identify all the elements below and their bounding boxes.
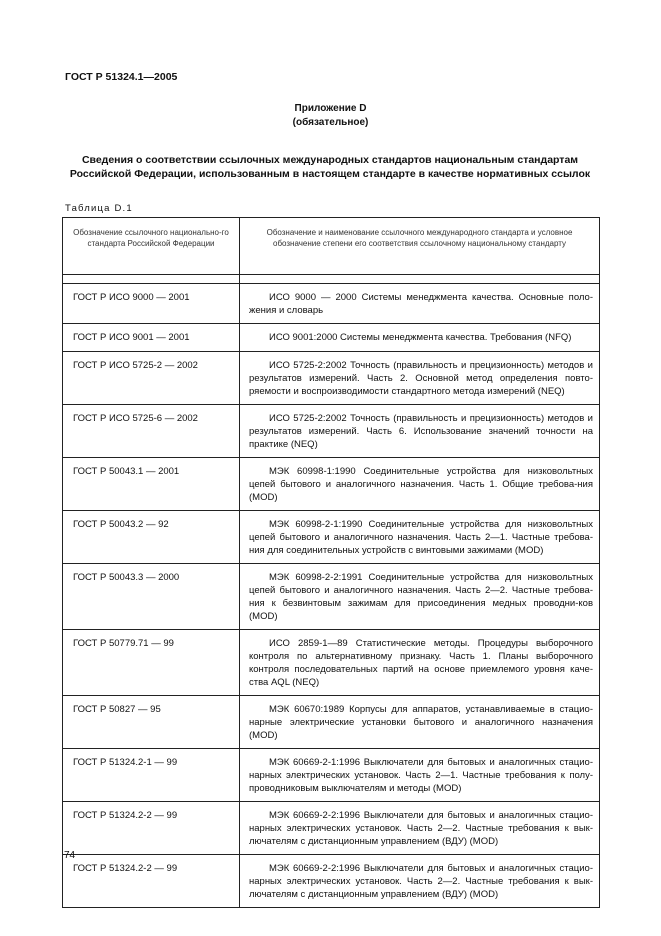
international-standard-description: МЭК 60998-2-2:1991 Соединительные устройства для низковольтных цепей бытового и аналогичного назначения. Часть 2—2. Частные требова-ния к безвинтовым зажимам для присоединения медных проводни-ков (MOD) xyxy=(249,572,593,622)
international-standard-cell xyxy=(240,284,600,324)
international-standard-cell xyxy=(240,324,600,352)
national-standard-code: ГОСТ Р 51324.2-1 — 99 xyxy=(63,749,240,802)
international-standard-cell xyxy=(240,458,600,511)
international-standard-description: МЭК 60669-2-2:1996 Выключатели для бытовых и аналогичных стацио-нарных электрических установок. Часть 2—2. Частные требования к вык-лючателям с дистанционным управлением (ВДУ) (MOD) xyxy=(249,810,593,847)
column-header-international-standard: Обозначение и наименование ссылочного международного стандарта и условное обозначение степени его соответствия ссылочному национальному стандарту xyxy=(240,218,600,275)
table-row xyxy=(63,324,600,352)
table-row xyxy=(63,405,600,458)
international-standard-description: МЭК 60669-2-2:1996 Выключатели для бытовых и аналогичных стацио-нарных электрических установок. Часть 2—2. Частные требования к вык-лючателям с дистанционным управлением (ВДУ) (MOD) xyxy=(249,863,593,900)
document-id: ГОСТ Р 51324.1—2005 xyxy=(65,71,178,83)
national-standard-code: ГОСТ Р ИСО 5725-6 — 2002 xyxy=(63,405,240,458)
table-spacer-row xyxy=(63,275,600,284)
national-standard-code: ГОСТ Р 50779.71 — 99 xyxy=(63,630,240,696)
national-standard-code: ГОСТ Р ИСО 9001 — 2001 xyxy=(63,324,240,352)
table-row xyxy=(63,630,600,696)
international-standard-cell xyxy=(240,696,600,749)
appendix-subtitle: (обязательное) xyxy=(292,117,369,128)
international-standard-description: МЭК 60998-2-1:1990 Соединительные устройства для низковольтных цепей бытового и аналогичного назначения. Часть 2—1. Частные требова-ния для соединительных устройств с винтовыми зажимами (MOD) xyxy=(249,519,593,556)
correspondence-table xyxy=(62,217,600,908)
international-standard-cell xyxy=(240,352,600,405)
international-standard-description: МЭК 60998-1:1990 Соединительные устройства для низковольтных цепей бытового и аналогичного назначения. Часть 1. Общие требова-ния (MOD) xyxy=(249,466,593,503)
table-row xyxy=(63,511,600,564)
table-row xyxy=(63,802,600,855)
page-number: 74 xyxy=(64,850,76,861)
international-standard-cell xyxy=(240,511,600,564)
international-standard-description: ИСО 9000 — 2000 Системы менеджмента качества. Основные поло-жения и словарь xyxy=(249,292,593,316)
international-standard-description: ИСО 2859-1—89 Статистические методы. Процедуры выборочного контроля по альтернативному признаку. Часть 1. Планы выборочного контроля последовательных партий на основе приемлемого уровня каче-ства AQL (NEQ) xyxy=(249,638,593,688)
international-standard-cell xyxy=(240,630,600,696)
table-row xyxy=(63,284,600,324)
international-standard-cell xyxy=(240,405,600,458)
appendix-title: Приложение D xyxy=(294,103,367,114)
national-standard-code: ГОСТ Р 51324.2-2 — 99 xyxy=(63,802,240,855)
international-standard-description: ИСО 9001:2000 Системы менеджмента качества. Требования (NFQ) xyxy=(269,332,572,343)
national-standard-code: ГОСТ Р ИСО 5725-2 — 2002 xyxy=(63,352,240,405)
table-row xyxy=(63,749,600,802)
national-standard-code: ГОСТ Р 50043.3 — 2000 xyxy=(63,564,240,630)
table-row xyxy=(63,352,600,405)
table-row xyxy=(63,458,600,511)
table-caption: Таблица D.1 xyxy=(65,203,133,214)
national-standard-code: ГОСТ Р 50043.1 — 2001 xyxy=(63,458,240,511)
column-header-national-standard: Обозначение ссылочного национально-го стандарта Российской Федерации xyxy=(63,218,240,275)
section-heading: Сведения о соответствии ссылочных международных стандартов национальным стандартам Российской Федерации, использованным в настоящем стандарте в качестве нормативных ссылок xyxy=(69,154,591,180)
national-standard-code: ГОСТ Р 50043.2 — 92 xyxy=(63,511,240,564)
table-row xyxy=(63,564,600,630)
international-standard-cell xyxy=(240,802,600,855)
table-row xyxy=(63,696,600,749)
table-row xyxy=(63,855,600,908)
international-standard-cell xyxy=(240,749,600,802)
table-header-row xyxy=(63,218,600,275)
international-standard-cell xyxy=(240,855,600,908)
international-standard-description: ИСО 5725-2:2002 Точность (правильность и прецизионность) методов и результатов измерений. Часть 6. Использование значений точности на практике (NEQ) xyxy=(249,413,593,450)
international-standard-description: МЭК 60670:1989 Корпусы для аппаратов, устанавливаемые в стацио-нарные электрические установки бытового и аналогичного назначения (MOD) xyxy=(249,704,593,741)
national-standard-code: ГОСТ Р 51324.2-2 — 99 xyxy=(63,855,240,908)
national-standard-code: ГОСТ Р ИСО 9000 — 2001 xyxy=(63,284,240,324)
international-standard-cell xyxy=(240,564,600,630)
international-standard-description: ИСО 5725-2:2002 Точность (правильность и прецизионность) методов и результатов измерений. Часть 2. Основной метод определения повто-ряемости и воспроизводимости стандартного метода измерений (NEQ) xyxy=(249,360,593,397)
national-standard-code: ГОСТ Р 50827 — 95 xyxy=(63,696,240,749)
international-standard-description: МЭК 60669-2-1:1996 Выключатели для бытовых и аналогичных стацио-нарных электрических установок. Часть 2—1. Частные требования к полу-проводниковым выключателям и методы (MOD) xyxy=(249,757,593,794)
